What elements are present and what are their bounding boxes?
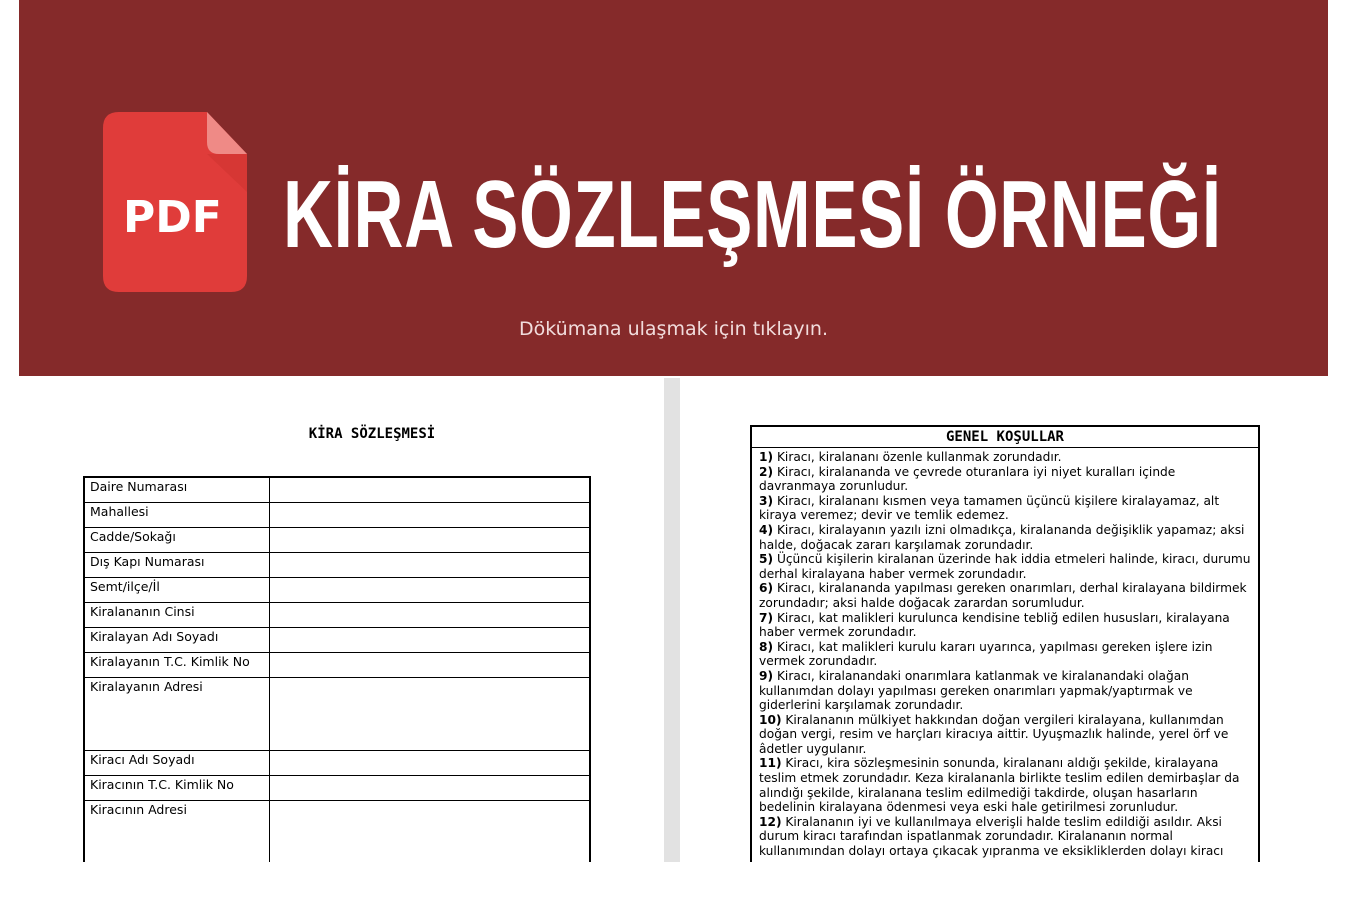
condition-item: [759, 494, 1251, 523]
field-value: [269, 577, 590, 602]
condition-number: 9): [759, 668, 774, 683]
table-row: [84, 775, 590, 800]
condition-text: Kiracı, kiralananı kısmen veya tamamen üçüncü kişilere kiralayamaz, alt kiraya veremez; devir ve temlik edemez.: [759, 493, 1220, 523]
condition-text: Kiracı, kat malikleri kurulu kararı uyarınca, yapılması gereken işlere izin vermek zorundadır.: [759, 639, 1213, 669]
table-row: [84, 800, 590, 862]
condition-item: [759, 756, 1251, 814]
field-label: Kiralananın Cinsi: [84, 602, 269, 627]
field-value: [269, 502, 590, 527]
field-value: [269, 477, 590, 502]
pdf-icon-label: PDF: [123, 192, 222, 243]
condition-text: Kiracı, kat malikleri kurulunca kendisine tebliğ edilen hususları, kiralayana haber vermek zorundadır.: [759, 610, 1230, 640]
condition-number: 8): [759, 639, 774, 654]
table-row: [84, 652, 590, 677]
condition-number: 3): [759, 493, 774, 508]
condition-number: 1): [759, 450, 774, 464]
general-conditions-heading: GENEL KOŞULLAR: [752, 427, 1258, 448]
condition-text: Kiralananın mülkiyet hakkından doğan vergileri kiralayana, kullanımdan doğan vergi, resim ve harçları kiracıya aittir. Uyuşmazlık halinde, yerel örf ve âdetler uygulanır.: [759, 712, 1229, 756]
field-label: Kiracının T.C. Kimlik No: [84, 775, 269, 800]
condition-item: [759, 611, 1251, 640]
condition-item: [759, 815, 1251, 859]
condition-number: 12): [759, 814, 782, 829]
field-label: Kiralayan Adı Soyadı: [84, 627, 269, 652]
condition-item: [759, 552, 1251, 581]
contract-page-right: [680, 378, 1270, 862]
page-divider: [664, 378, 680, 862]
condition-item: [759, 640, 1251, 669]
condition-number: 6): [759, 581, 774, 596]
table-row: [84, 677, 590, 750]
condition-number: 5): [759, 552, 774, 567]
condition-text: Kiracı, kiralayanın yazılı izni olmadıkça, kiralananda değişiklik yapamaz; aksi halde, doğacak zararı karşılamak zorundadır.: [759, 522, 1245, 552]
field-label: Mahallesi: [84, 502, 269, 527]
field-label: Dış Kapı Numarası: [84, 552, 269, 577]
contract-page-left: [80, 378, 664, 862]
document-title: KİRA SÖZLEŞMESİ: [308, 426, 436, 442]
table-row: [84, 627, 590, 652]
condition-text: Kiralananın iyi ve kullanılmaya elverişli halde teslim edildiği asıldır. Aksi durum kiracı tarafından ispatlanmak zorundadır. Kiralananın normal kullanımından dolayı ortaya çıkacak yıpranma ve eksikliklerden dolayı kiracı: [759, 814, 1224, 859]
condition-item: [759, 450, 1251, 465]
condition-number: 7): [759, 610, 774, 625]
field-value: [269, 800, 590, 862]
conditions-list: [752, 448, 1258, 859]
condition-item: [759, 669, 1251, 713]
condition-number: 4): [759, 522, 774, 537]
table-row: [84, 602, 590, 627]
contract-info-table: [83, 476, 591, 862]
header-banner[interactable]: [19, 0, 1328, 376]
field-value: [269, 552, 590, 577]
field-value: [269, 627, 590, 652]
document-preview: [0, 378, 1350, 900]
condition-text: Kiracı, kiralananda yapılması gereken onarımları, derhal kiralayana bildirmek zorundadır; aksi halde doğacak zarardan sorumludur.: [759, 581, 1247, 610]
condition-item: [759, 713, 1251, 757]
field-value: [269, 775, 590, 800]
field-label: Kiracı Adı Soyadı: [84, 750, 269, 775]
field-value: [269, 652, 590, 677]
table-row: [84, 502, 590, 527]
condition-text: Kiracı, kiralananda ve çevrede oturanlara iyi niyet kuralları içinde davranmaya zorunludur.: [759, 464, 1176, 494]
table-row: [84, 577, 590, 602]
field-value: [269, 677, 590, 750]
table-row: [84, 477, 590, 502]
table-row: [84, 552, 590, 577]
field-label: Daire Numarası: [84, 477, 269, 502]
field-label: Semt/ilçe/İl: [84, 577, 269, 602]
condition-number: 10): [759, 712, 782, 727]
condition-number: 11): [759, 756, 782, 771]
condition-item: [759, 465, 1251, 494]
field-label: Kiracının Adresi: [84, 800, 269, 862]
condition-item: [759, 581, 1251, 610]
field-value: [269, 602, 590, 627]
pdf-file-icon[interactable]: [103, 112, 247, 292]
field-value: [269, 750, 590, 775]
condition-text: Kiracı, kiralanandaki onarımlara katlanmak ve kiralanandaki olağan kullanımdan dolayı yapılması gereken onarımları yapmak/yaptırmak ve giderlerini karşılamak zorundadır.: [759, 668, 1193, 713]
download-link[interactable]: Dökümana ulaşmak için tıklayın.: [519, 318, 828, 340]
field-label: Cadde/Sokağı: [84, 527, 269, 552]
condition-text: Üçüncü kişilerin kiralanan üzerinde hak iddia etmeleri halinde, kiracı, durumu derhal kiralayana haber vermek zorundadır.: [759, 552, 1251, 581]
table-row: [84, 527, 590, 552]
field-label: Kiralayanın T.C. Kimlik No: [84, 652, 269, 677]
condition-item: [759, 523, 1251, 552]
table-row: [84, 750, 590, 775]
field-value: [269, 527, 590, 552]
general-conditions-box: [750, 425, 1260, 862]
condition-text: Kiracı, kiralananı özenle kullanmak zorundadır.: [776, 450, 1062, 464]
banner-title: KİRA SÖZLEŞMESİ ÖRNEĞİ: [283, 161, 1222, 268]
field-label: Kiralayanın Adresi: [84, 677, 269, 750]
condition-text: Kiracı, kira sözleşmesinin sonunda, kiralananı aldığı şekilde, kiralayana teslim etmek zorundadır. Keza kiralananla birlikte teslim edilen demirbaşlar da alındığı şekilde, kiralanana teslim edilmediği takdirde, oluşan hasarların bedelinin kiralayana ödenmesi veya eski hale getirilmesi zorunludur.: [759, 756, 1240, 815]
condition-number: 2): [759, 464, 774, 479]
